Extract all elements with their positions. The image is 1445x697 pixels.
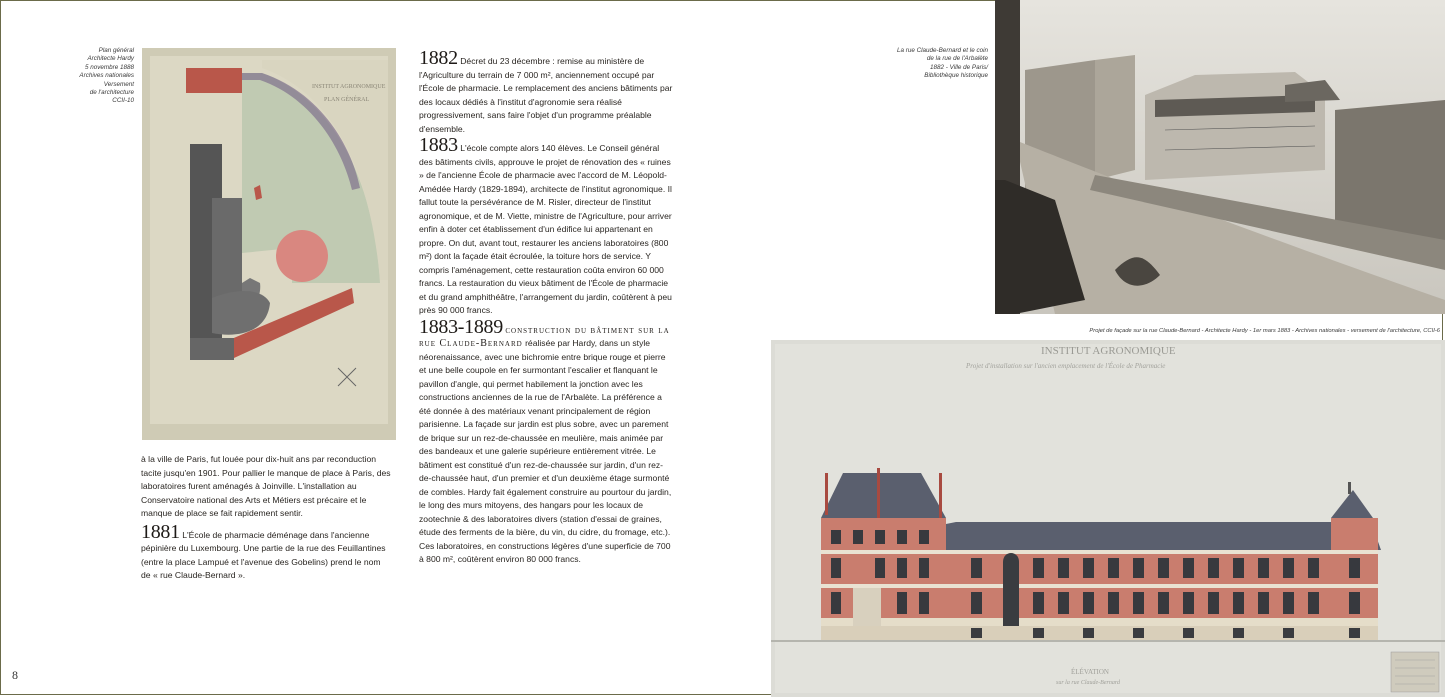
year-1883-1889: 1883-1889 xyxy=(419,315,503,338)
plan-title: INSTITUT AGRONOMIQUE xyxy=(312,84,386,90)
right-column xyxy=(419,49,675,567)
entry-1882: 1882 Décret du 23 décembre : remise au ministère de l'Agriculture du terrain de 7 000 m², anciennement occupé par l'École de pharmacie. Le remplacement des anciens bâtiments par des locaux dédiés à l'institut d'agronomie sera réalisé progressivement, sans faire l'objet d'un programme préalable d'ensemble. xyxy=(419,47,673,134)
facade-caption: Projet de façade sur la rue Claude-Bernard - Architecte Hardy - 1er mars 1883 - Archives nationales - versement de l'architecture, CCII-6 xyxy=(1089,328,1440,334)
site-plan-image xyxy=(142,48,396,440)
facade-elevation-image xyxy=(771,340,1445,697)
facade-title: INSTITUT AGRONOMIQUE xyxy=(1041,345,1176,357)
year-1883: 1883 xyxy=(419,134,458,156)
entry-1881: 1881 L'École de pharmacie déménage dans l'ancienne pépinière du Luxembourg. Une partie de la rue des Feuillantines (entre la place Lampué et l'avenue des Gobelins) prend le nom de « rue Claude-Bernard ». xyxy=(141,520,386,580)
plan-caption: Plan général Architecte Hardy 5 novembre 1888 Archives nationales Versement de l'architecture CCII-10 xyxy=(79,47,134,105)
facade-bottom-sublabel: sur la rue Claude-Bernard xyxy=(1056,680,1120,686)
facade-bottom-label: ÉLÉVATION xyxy=(1071,668,1109,676)
street-photo xyxy=(995,0,1445,314)
facade-subtitle: Projet d'installation sur l'ancien emplacement de l'École de Pharmacie xyxy=(966,362,1166,370)
year-1881: 1881 xyxy=(141,520,180,543)
left-column xyxy=(141,453,391,583)
intro-paragraph: à la ville de Paris, fut louée pour dix-huit ans par reconduction tacite jusqu'en 1901. Pour pallier le manque de place à Paris, des laboratoires furent aménagés à Joinville. L'installation au Conservatoire national des Arts et Métiers est précaire et le manque de place se fait rapidement sentir. xyxy=(141,454,391,518)
entry-1883-1889: 1883-1889 construction du bâtiment sur la rue Claude-Bernard réalisée par Hardy, dans un style néorenaissance, avec une bichromie entre brique rouge et pierre et une belle coupole en fer surmontant l'escalier et flanquant le pavillon d'angle, qui permet habilement la jonction avec les constructions anciennes de la rue de l'Arbalète. La préférence a été donnée à des matériaux venant principalement de région parisienne. La façade sur jardin est plus sobre, avec un parement de brique sur un rez-de-chaussée en meulière, mais animée par des bandeaux et une galerie supérieure entièrement vitrée. Le bâtiment est constitué d'un rez-de-chaussée sur jardin, d'un rez-de-chaussée haut, d'un premier et d'un deuxième étage surmonté de combles. Hardy fait également construire au pourtour du jardin, le long des murs mitoyens, des hangars pour les locaux de zootechnie & des laboratoires divers (station d'essai de graines, étude des ferments de la bière, du vin, du cidre, du fromage, etc.). Ces laboratoires, en constructions légères d'une superficie de 700 à 800 m², coûtèrent environ 80 000 francs. xyxy=(419,315,672,564)
year-1882: 1882 xyxy=(419,47,458,69)
plan-subtitle: PLAN GÉNÉRAL xyxy=(324,97,370,103)
page-number: 8 xyxy=(12,668,18,682)
street-caption: La rue Claude-Bernard et le coin de la rue de l'Arbalète 1882 - Ville de Paris/ Bibliothèque historique xyxy=(896,47,988,80)
heading-1883-1889: construction du bâtiment sur la rue Claude-Bernard xyxy=(419,324,670,349)
entry-1883: 1883 L'école compte alors 140 élèves. Le Conseil général des bâtiments civils, approuve le projet de rénovation des « ruines » de l'ancienne École de pharmacie avec l'accord de M. Léopold-Amédée Hardy (1829-1894), architecte de l'institut agronomique. Il fallut toute la persévérance de M. Risler, directeur de l'institut agronomique, et de M. Viette, ministre de l'Agriculture, pour arriver enfin à doter cet établissement d'un édifice lui appartenant en propre. On dut, avant tout, restaurer les anciens laboratoires (800 m²) dont la façade était écroulée, la toiture hors de service. Y compris l'aménagement, cette restauration coûta environ 60 000 francs. La restauration du vieux bâtiment de l'École de pharmacie et du grand amphithéâtre, l'arrangement du jardin, coûtèrent à peu près 90 000 francs. xyxy=(419,134,672,315)
